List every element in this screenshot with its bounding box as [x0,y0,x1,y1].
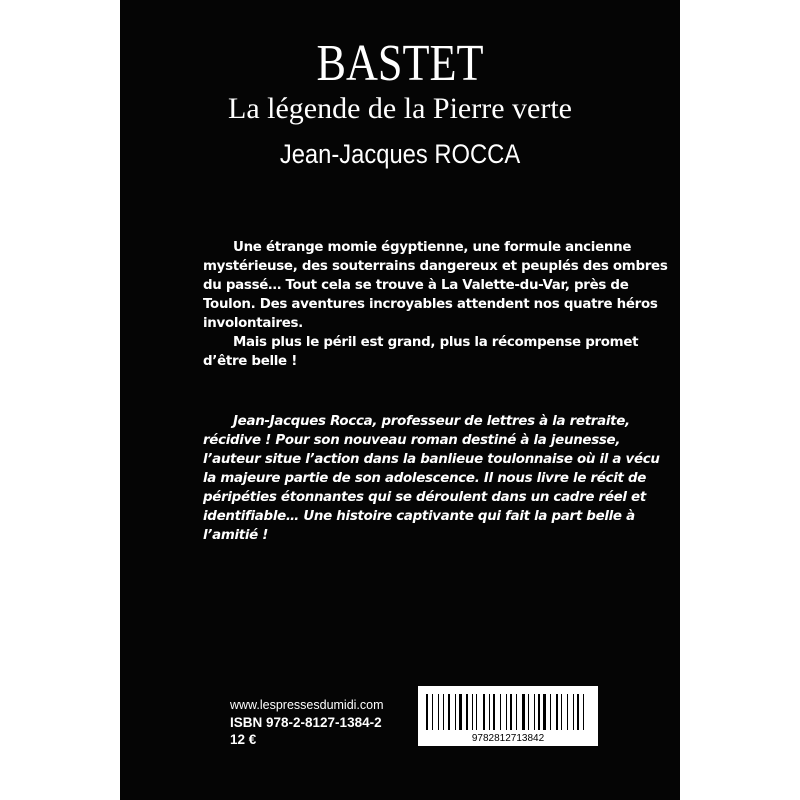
blurb-line: involontaires. [203,316,303,331]
bio-line: la majeure partie de son adolescence. Il nous livre le récit de [203,471,647,486]
isbn-text: ISBN 978-2-8127-1384-2 [230,715,382,730]
bio-line: péripéties étonnantes qui se déroulent dans un cadre réel et [203,490,646,505]
barcode [418,686,598,746]
publisher-url: www.lespressesdumidi.com [230,698,384,712]
book-back-cover [120,0,680,800]
book-title: BASTET [316,35,484,92]
blurb-line: d’être belle ! [203,354,298,369]
bio-line: l’auteur situe l’action dans la banlieue toulonnaise où il a vécu [203,452,660,467]
barcode-number: 9782812713842 [471,733,545,744]
bio-line: récidive ! Pour son nouveau roman destiné à la jeunesse, [203,433,621,448]
bio-line: l’amitié ! [203,528,269,543]
blurb-paragraph [203,238,668,371]
blurb-line: mystérieuse, des souterrains dangereux et peuplés des ombres [203,259,668,274]
book-author: Jean-Jacques ROCCA [279,139,521,169]
blurb-line: Une étrange momie égyptienne, une formule ancienne [233,240,632,255]
publication-info [230,697,384,748]
blurb-line: du passé… Tout cela se trouve à La Valette-du-Var, près de [203,278,629,293]
bio-line: identifiable… Une histoire captivante qui fait la part belle à [203,509,635,524]
blurb-line: Toulon. Des aventures incroyables attendent nos quatre héros [203,297,658,312]
blurb-line: Mais plus le péril est grand, plus la récompense promet [233,335,639,350]
book-subtitle: La légende de la Pierre verte [228,92,572,125]
author-bio-paragraph [203,412,660,545]
price-text: 12 € [230,732,257,747]
bio-line: Jean-Jacques Rocca, professeur de lettres à la retraite, [233,414,630,429]
barcode-bars [426,694,590,730]
